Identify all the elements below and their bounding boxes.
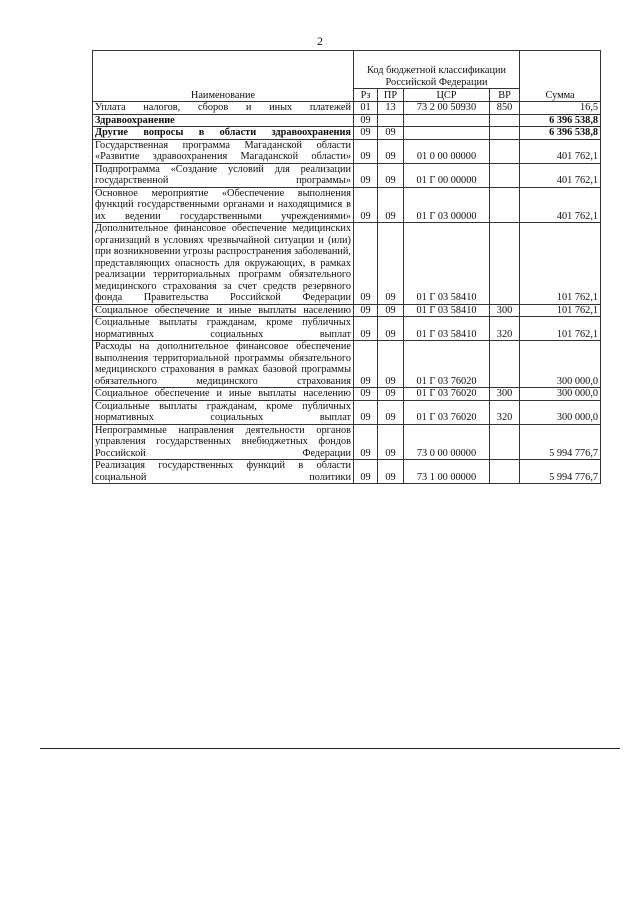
cell-rz: 09 (354, 187, 378, 223)
header-csr: ЦСР (404, 89, 490, 102)
cell-vr: 850 (490, 102, 520, 115)
cell-sum: 300 000,0 (520, 388, 601, 401)
cell-sum: 16,5 (520, 102, 601, 115)
cell-csr: 01 Г 03 76020 (404, 400, 490, 424)
cell-vr (490, 341, 520, 388)
cell-rz: 09 (354, 388, 378, 401)
cell-sum: 300 000,0 (520, 400, 601, 424)
cell-rz: 09 (354, 304, 378, 317)
cell-vr (490, 187, 520, 223)
cell-name: Основное мероприятие «Обеспечение выполнения функций государственными органами и находящимися в их ведении государственными учреждениями» (93, 187, 354, 223)
cell-csr: 01 Г 00 00000 (404, 163, 490, 187)
cell-rz: 09 (354, 163, 378, 187)
cell-rz: 09 (354, 424, 378, 460)
cell-pr: 13 (378, 102, 404, 115)
cell-pr: 09 (378, 388, 404, 401)
page-number: 2 (317, 34, 323, 48)
cell-rz: 09 (354, 400, 378, 424)
table-row (93, 460, 601, 484)
cell-csr (404, 114, 490, 127)
cell-sum: 5 994 776,7 (520, 460, 601, 484)
cell-pr: 09 (378, 317, 404, 341)
cell-name: Уплата налогов, сборов и иных платежей (93, 102, 354, 115)
cell-sum: 101 762,1 (520, 223, 601, 305)
cell-sum: 101 762,1 (520, 304, 601, 317)
cell-name: Подпрограмма «Создание условий для реализации государственной программы» (93, 163, 354, 187)
cell-vr (490, 424, 520, 460)
header-vr: ВР (490, 89, 520, 102)
cell-sum: 6 396 538,8 (520, 114, 601, 127)
cell-vr (490, 163, 520, 187)
cell-vr (490, 114, 520, 127)
table-row (93, 102, 601, 115)
cell-rz: 09 (354, 317, 378, 341)
cell-pr: 09 (378, 424, 404, 460)
cell-pr: 09 (378, 127, 404, 140)
cell-vr (490, 127, 520, 140)
cell-csr: 01 Г 03 58410 (404, 304, 490, 317)
cell-name: Дополнительное финансовое обеспечение медицинских организаций в условиях чрезвычайной ситуации и (или) при возникновении угрозы распространения заболеваний, представляющих опасность для окружающих, в рамках реализации территориальных программ обязательного медицинского страхования за счет средств резервного фонда Правительства Российской Федерации (93, 223, 354, 305)
cell-csr: 73 2 00 50930 (404, 102, 490, 115)
table-row (93, 127, 601, 140)
header-name: Наименование (93, 51, 354, 102)
cell-csr: 01 Г 03 76020 (404, 341, 490, 388)
cell-csr: 01 Г 03 76020 (404, 388, 490, 401)
cell-name: Здравоохранение (93, 114, 354, 127)
table-row (93, 317, 601, 341)
cell-rz: 09 (354, 223, 378, 305)
table-row (93, 163, 601, 187)
cell-pr: 09 (378, 304, 404, 317)
cell-rz: 09 (354, 114, 378, 127)
cell-name: Государственная программа Магаданской области «Развитие здравоохранения Магаданской области» (93, 139, 354, 163)
cell-csr: 01 Г 03 58410 (404, 317, 490, 341)
cell-vr (490, 139, 520, 163)
cell-rz: 09 (354, 341, 378, 388)
cell-name: Социальное обеспечение и иные выплаты населению (93, 388, 354, 401)
cell-sum: 401 762,1 (520, 163, 601, 187)
cell-vr: 300 (490, 388, 520, 401)
cell-pr: 09 (378, 460, 404, 484)
cell-vr: 320 (490, 400, 520, 424)
header-pr: ПР (378, 89, 404, 102)
table-body (93, 102, 601, 484)
cell-vr (490, 223, 520, 305)
cell-name: Другие вопросы в области здравоохранения (93, 127, 354, 140)
table-row (93, 400, 601, 424)
header-rz: Рз (354, 89, 378, 102)
table-row (93, 341, 601, 388)
cell-rz: 01 (354, 102, 378, 115)
cell-sum: 401 762,1 (520, 187, 601, 223)
header-sum: Сумма (520, 51, 601, 102)
cell-rz: 09 (354, 139, 378, 163)
cell-vr: 300 (490, 304, 520, 317)
cell-name: Непрограммные направления деятельности органов управления государственных внебюджетных фондов Российской Федерации (93, 424, 354, 460)
cell-pr: 09 (378, 187, 404, 223)
cell-sum: 101 762,1 (520, 317, 601, 341)
budget-table (92, 50, 601, 484)
table-row (93, 187, 601, 223)
cell-csr (404, 127, 490, 140)
cell-sum: 5 994 776,7 (520, 424, 601, 460)
table-row (93, 114, 601, 127)
cell-pr: 09 (378, 223, 404, 305)
cell-name: Социальные выплаты гражданам, кроме публичных нормативных социальных выплат (93, 317, 354, 341)
cell-vr: 320 (490, 317, 520, 341)
table-row (93, 424, 601, 460)
cell-pr (378, 114, 404, 127)
cell-pr: 09 (378, 400, 404, 424)
table-row (93, 304, 601, 317)
cell-sum: 401 762,1 (520, 139, 601, 163)
cell-vr (490, 460, 520, 484)
cell-pr: 09 (378, 163, 404, 187)
table-row (93, 223, 601, 305)
cell-rz: 09 (354, 127, 378, 140)
cell-sum: 300 000,0 (520, 341, 601, 388)
cell-pr: 09 (378, 139, 404, 163)
cell-pr: 09 (378, 341, 404, 388)
cell-name: Реализация государственных функций в области социальной политики (93, 460, 354, 484)
cell-sum: 6 396 538,8 (520, 127, 601, 140)
cell-csr: 01 0 00 00000 (404, 139, 490, 163)
cell-name: Социальное обеспечение и иные выплаты населению (93, 304, 354, 317)
cell-csr: 01 Г 03 00000 (404, 187, 490, 223)
cell-rz: 09 (354, 460, 378, 484)
header-code-group: Код бюджетной классификации Российской Федерации (354, 51, 520, 89)
cell-csr: 01 Г 03 58410 (404, 223, 490, 305)
cell-csr: 73 0 00 00000 (404, 424, 490, 460)
cell-csr: 73 1 00 00000 (404, 460, 490, 484)
cell-name: Расходы на дополнительное финансовое обеспечение выполнения территориальной программы обязательного медицинского страхования в рамках базовой программы обязательного медицинского страхования (93, 341, 354, 388)
cell-name: Социальные выплаты гражданам, кроме публичных нормативных социальных выплат (93, 400, 354, 424)
bottom-divider (40, 748, 620, 749)
table-row (93, 139, 601, 163)
table-row (93, 388, 601, 401)
